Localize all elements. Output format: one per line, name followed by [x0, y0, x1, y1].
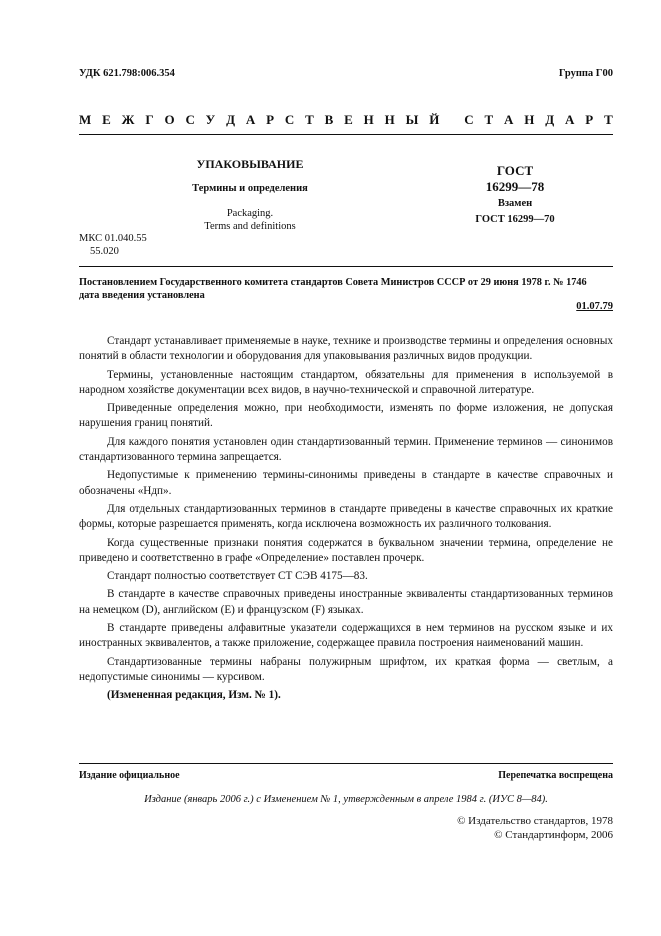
mks-codes	[79, 232, 147, 258]
reprint-prohibited-label: Перепечатка воспрещена	[498, 770, 613, 781]
effective-date: 01.07.79	[576, 301, 613, 312]
heading-letter: Г	[145, 112, 154, 127]
heading-letter: Р	[585, 112, 594, 127]
heading-letter: Е	[102, 112, 111, 127]
heading-letter: А	[565, 112, 575, 127]
heading-letter: В	[324, 112, 334, 127]
copyright-1978: © Издательство стандартов, 1978	[457, 815, 613, 827]
heading-letter: Ы	[405, 112, 419, 127]
paragraph: Для отдельных стандартизованных терминов в стандарте приведены в качестве справочных их краткие формы, которые разрешается применять, когда исключена возможность их различного толкования.	[79, 502, 613, 531]
heading-letter: Т	[305, 112, 314, 127]
decree	[79, 276, 613, 302]
heading-letter: М	[79, 112, 92, 127]
heading-letter: А	[245, 112, 256, 127]
top-rule	[79, 134, 613, 135]
heading-letter: Т	[604, 112, 613, 127]
heading-letter: Н	[524, 112, 535, 127]
paragraph: Для каждого понятия установлен один стандартизованный термин. Применение терминов — синонимов стандартизованного термина запрещается.	[79, 435, 613, 464]
mks-line2: 55.020	[90, 246, 119, 257]
udk-code: УДК 621.798:006.354	[79, 68, 175, 79]
heading-letter: Й	[429, 112, 440, 127]
official-edition-label: Издание официальное	[79, 770, 180, 781]
heading-letter: У	[205, 112, 216, 127]
gost-label: ГОСТ	[496, 163, 534, 178]
footer-rule	[79, 763, 613, 764]
heading-letter: Н	[363, 112, 374, 127]
heading-letter: Д	[545, 112, 555, 127]
english-title-line1: Packaging.	[226, 208, 274, 219]
heading-letter: Н	[384, 112, 395, 127]
heading-letter: Р	[266, 112, 275, 127]
decree-rule	[79, 266, 613, 267]
mks-line1: МКС 01.040.55	[79, 233, 147, 244]
paragraph: Стандарт устанавливает применяемые в науке, технике и производстве термины и определения основных понятий в области технологии и оборудования для упаковывания различных видов продукции.	[79, 335, 613, 363]
gost-number: 16299—78	[485, 179, 545, 194]
replaced-standard: ГОСТ 16299—70	[475, 214, 555, 225]
group-code: Группа Г00	[558, 68, 613, 79]
paragraph: Стандарт полностью соответствует СТ СЭВ 4175—83.	[107, 570, 368, 583]
paragraph: Недопустимые к применению термины-синонимы приведены в стандарте в качестве справочных и обозначены «Ндп».	[79, 469, 613, 497]
heading-letter: Ж	[121, 112, 135, 127]
paragraph: В стандарте приведены алфавитные указатели содержащихся в нем терминов на русском языке и их иностранных эквивалентов, а также приложение, содержащее правила построения наименований машин.	[79, 622, 613, 650]
english-title-line2: Terms and definitions	[204, 221, 296, 232]
amendment-note: (Измененная редакция, Изм. № 1).	[107, 689, 281, 702]
heading-letter: С	[284, 112, 295, 127]
heading-letter	[450, 112, 453, 128]
paragraph: Когда существенные признаки понятия содержатся в буквальном значении термина, определение не приведено и соответственно в графе «Определение» поставлен прочерк.	[79, 536, 613, 564]
paragraph: В стандарте в качестве справочных приведены иностранные эквиваленты стандартизованных терминов на немецком (D), английском (E) и французском (F) языках.	[79, 588, 613, 616]
standard-subtitle: Термины и определения	[192, 183, 308, 194]
heading-letter: С	[464, 112, 474, 127]
interstate-standard-heading	[79, 112, 613, 128]
edition-note: Издание (январь 2006 г.) с Изменением № 1, утвержденным в апреле 1984 г. (ИУС 8—84).	[144, 794, 548, 805]
replaces-label: Взамен	[497, 198, 533, 209]
paragraph: Приведенные определения можно, при необходимости, изменять по форме изложения, не допуская нарушения границ понятий.	[79, 402, 613, 430]
heading-letter: Д	[226, 112, 236, 127]
heading-letter: Е	[344, 112, 353, 127]
decree-line2: дата введения установлена	[79, 290, 205, 301]
decree-line1: Постановлением Государственного комитета стандартов Совета Министров СССР от 29 июня 1978 г. № 1746	[79, 277, 587, 288]
paragraph: Стандартизованные термины набраны полужирным шрифтом, их краткая форма — светлым, а недопустимые синонимы — курсивом.	[79, 655, 613, 683]
body-text	[79, 334, 613, 707]
copyright-2006: © Стандартинформ, 2006	[494, 829, 613, 841]
heading-letter: А	[504, 112, 514, 127]
heading-letter: Т	[484, 112, 494, 127]
paragraph: Термины, установленные настоящим стандартом, обязательны для применения в используемой в народном хозяйстве документации всех видов, в научно-технической и справочной литературе.	[79, 368, 613, 396]
heading-letter: С	[185, 112, 195, 127]
standard-title: УПАКОВЫВАНИЕ	[196, 157, 304, 171]
heading-letter: О	[164, 112, 175, 127]
